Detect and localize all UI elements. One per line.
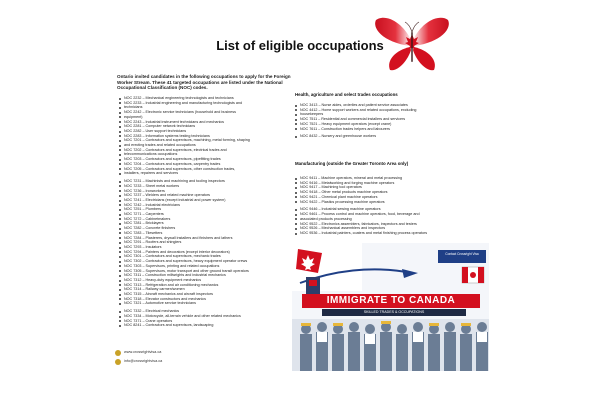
list-item: NOC 7284 – Plasterers, drywall installers and finishers and lathers (119, 236, 294, 241)
banner-subline: SKILLED TRADES & OCCUPATIONS (322, 309, 466, 316)
list-item: NOC 7272 – Cabinetmakers (119, 217, 294, 222)
list-item: NOC 9461 – Process control and machine operators, food, beverage and (295, 212, 485, 217)
occupation-list-left (119, 96, 294, 328)
list-item: housekeepers (295, 112, 485, 117)
list-item: NOC 7233 – Sheet metal workers (119, 184, 294, 189)
list-item: NOC 7281 – Bricklayers (119, 221, 294, 226)
health-section-heading: Health, agriculture and select trades occupations (295, 92, 398, 97)
list-item: NOC 7293 – Insulators (119, 245, 294, 250)
list-item: associated products processing (295, 217, 485, 222)
list-item: NOC 9417 – Machining tool operators (295, 185, 485, 190)
banner-headline: IMMIGRATE TO CANADA (302, 294, 480, 308)
list-item: NOC 7371 – Crane operators (119, 319, 294, 324)
list-item: NOC 9446 – Industrial sewing machine operators (295, 207, 485, 212)
list-item: equipment) (119, 115, 294, 120)
workers-group-icon (292, 319, 489, 371)
list-item: and erecting trades and related occupations (119, 143, 294, 148)
list-item: NOC 7305 – Supervisors, motor transport and other ground transit operators (119, 269, 294, 274)
footer-contacts (115, 348, 162, 366)
list-item: NOC 7282 – Concrete finishers (119, 226, 294, 231)
list-item: NOC 7242 – Industrial electricians (119, 203, 294, 208)
list-item: NOC 7312 – Heavy-duty equipment mechanics (119, 278, 294, 283)
list-item: NOC 7237 – Welders and related machine operators (119, 193, 294, 198)
footer-website[interactable]: www.crossrightvisa.ca (124, 350, 162, 354)
list-item: NOC 7313 – Refrigeration and air conditioning mechanics (119, 283, 294, 288)
list-item: NOC 7332 – Electrical mechanics (119, 309, 294, 314)
footer-email[interactable]: info@crossrightvisa.ca (124, 359, 163, 363)
occupation-list-manufacturing (295, 176, 485, 236)
list-item: NOC 7202 – Contractors and supervisors, electrical trades and (119, 148, 294, 153)
list-item: NOC 2242 – Electronic service technicians (household and business (119, 110, 294, 115)
occupation-list-health (295, 103, 485, 139)
list-item: NOC 7231 – Machinists and machining and tooling inspectors (119, 179, 294, 184)
list-item: NOC 7318 – Elevator constructors and mechanics (119, 297, 294, 302)
list-item: NOC 4412 – Home support workers and related occupations, excluding (295, 108, 485, 113)
list-item: NOC 2243 – Industrial instrument technicians and mechanics (119, 120, 294, 125)
list-item: NOC 7236 – Ironworkers (119, 189, 294, 194)
list-item: telecommunications occupations (119, 152, 294, 157)
list-item: NOC 7251 – Plumbers (119, 207, 294, 212)
canada-butterfly-icon (372, 12, 452, 76)
list-item: NOC 7334 – Motorcycle, all-terrain vehicle and other related mechanics (119, 314, 294, 319)
list-item: NOC 9526 – Mechanical assemblers and inspectors (295, 226, 485, 231)
globe-icon (115, 350, 121, 356)
list-item: NOC 7241 – Electricians (except industrial and power system) (119, 198, 294, 203)
list-item: NOC 7294 – Painters and decorators (except interior decorators) (119, 250, 294, 255)
list-item: NOC 7291 – Roofers and shinglers (119, 240, 294, 245)
intro-lead: Ontario invited candidates in the following occupations to apply for the Foreign Worker Stream. These 41 targeted occupations are listed under the National Occupational Classification (NOC) codes. (117, 74, 291, 91)
list-item: NOC 7511 – Residential and commercial installers and servicers (295, 117, 485, 122)
list-item: NOC 7303 – Supervisors, printing and related occupations (119, 264, 294, 269)
list-item: NOC 8241 – Contractors and supervisors, landscaping (119, 323, 294, 328)
list-item: NOC 2281 – Computer network technicians (119, 124, 294, 129)
list-item: NOC 7302 – Contractors and supervisors, heavy equipment operator crews (119, 259, 294, 264)
list-item: NOC 8432 – Nursery and greenhouse workers (295, 134, 485, 139)
list-item: NOC 9418 – Other metal products machine operators (295, 190, 485, 195)
footer-website-row (115, 348, 162, 357)
list-item: NOC 7283 – Tilesetters (119, 231, 294, 236)
list-item: NOC 3413 – Nurse aides, orderlies and patient service associates (295, 103, 485, 108)
page-title: List of eligible occupations (216, 38, 384, 53)
list-item: NOC 7203 – Contractors and supervisors, pipefitting trades (119, 157, 294, 162)
list-item: NOC 9522 – Electronics assemblers, fabricators, inspectors and testers (295, 222, 485, 227)
list-item: NOC 2282 – User support technicians (119, 129, 294, 134)
list-item: NOC 9421 – Chemical plant machine operators (295, 195, 485, 200)
list-item: NOC 7201 – Contractors and supervisors, machining, metal forming, shaping (119, 138, 294, 143)
footer-email-row (115, 357, 162, 366)
list-item: NOC 9416 – Metalworking and forging machine operators (295, 181, 485, 186)
list-item: NOC 7611 – Construction trades helpers and labourers (295, 127, 485, 132)
list-item: NOC 2232 – Mechanical engineering technologists and technicians (119, 96, 294, 101)
list-item: NOC 9422 – Plastics processing machine operators (295, 200, 485, 205)
mail-icon (115, 359, 121, 365)
list-item: technicians (119, 105, 294, 110)
list-item: NOC 7271 – Carpenters (119, 212, 294, 217)
banner-contact-box[interactable]: Contact Crossright Visa (438, 250, 486, 263)
list-item: NOC 7301 – Contractors and supervisors, mechanic trades (119, 254, 294, 259)
list-item: NOC 7311 – Construction millwrights and industrial mechanics (119, 273, 294, 278)
list-item: NOC 9536 – Industrial painters, coaters and metal finishing process operators (295, 231, 485, 236)
list-item: NOC 7321 – Automotive service technicians (119, 301, 294, 306)
list-item: NOC 7521 – Heavy equipment operators (except crane) (295, 122, 485, 127)
list-item: installers, repairers and servicers (119, 171, 294, 176)
list-item: NOC 7315 – Aircraft mechanics and aircraft inspectors (119, 292, 294, 297)
list-item: NOC 9411 – Machine operators, mineral and metal processing (295, 176, 485, 181)
list-item: NOC 2283 – Information systems testing technicians (119, 134, 294, 139)
manufacturing-section-heading: Manufacturing (outside the Greater Toronto Area only) (295, 161, 409, 166)
list-item: NOC 7314 – Railway carmen/women (119, 287, 294, 292)
list-item: NOC 2233 – Industrial engineering and manufacturing technologists and (119, 101, 294, 106)
intro-paragraph (117, 74, 307, 91)
list-item: NOC 7204 – Contractors and supervisors, carpentry trades (119, 162, 294, 167)
list-item: NOC 7205 – Contractors and supervisors, other construction trades, (119, 167, 294, 172)
